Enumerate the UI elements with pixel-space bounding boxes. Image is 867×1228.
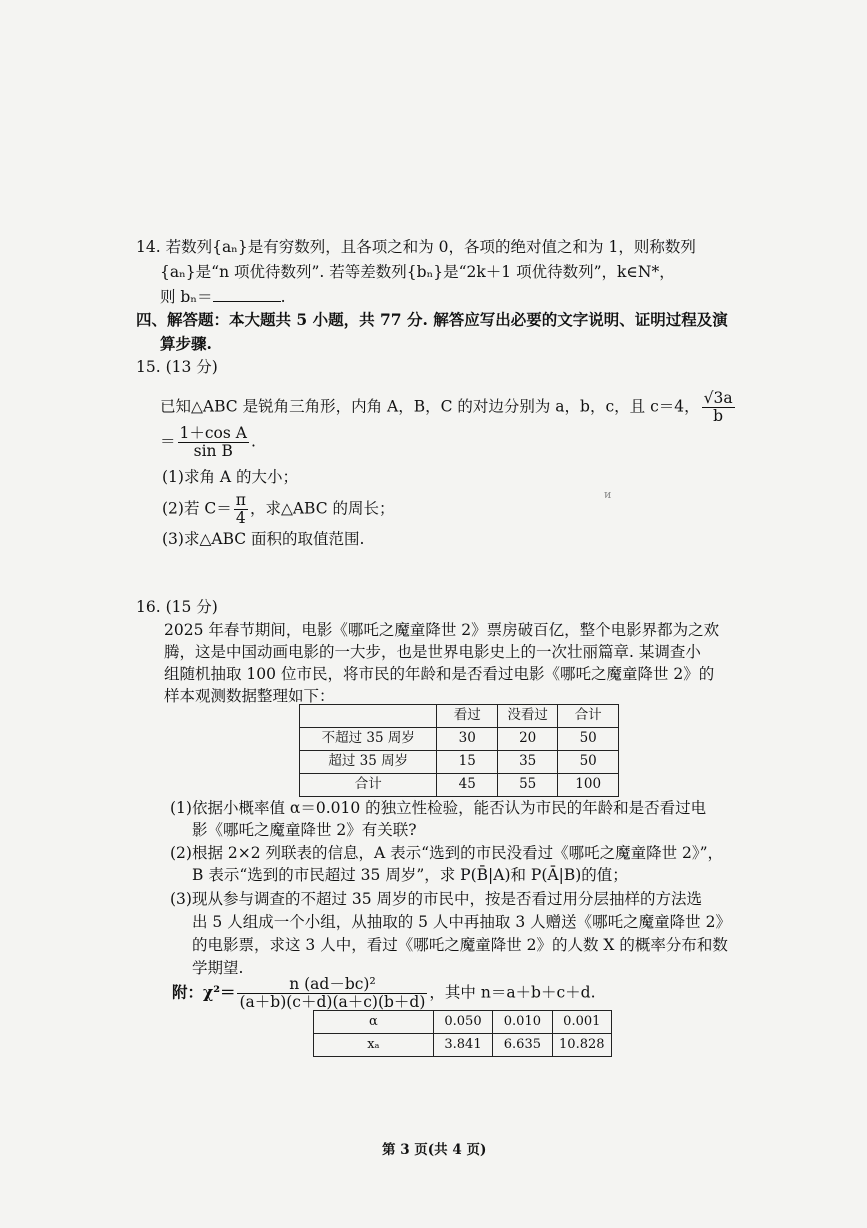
section-4-heading: 四、解答题：本大题共 5 小题，共 77 分. 解答应写出必要的文字说明、证明过程及演 bbox=[136, 310, 728, 329]
q14-line-2: {aₙ}是“n 项优待数列”. 若等差数列{bₙ}是“2k＋1 项优待数列”，k∈N*， bbox=[160, 263, 675, 281]
q15-stem-line-2: ＝ $\frac{\text{1＋cos A}}{\text{sin B}}$ . bbox=[160, 424, 256, 461]
q16-part-3-line-3: 的电影票，求这 3 人中，看过《哪吒之魔童降世 2》的人数 X 的概率分布和数 bbox=[192, 936, 728, 954]
q16-stem-line-1: 2025 年春节期间，电影《哪吒之魔童降世 2》票房破百亿，整个电影界都为之欢 bbox=[164, 621, 720, 639]
header-total: 合计 bbox=[558, 705, 619, 728]
q16-stem-line-4: 样本观测数据整理如下： bbox=[164, 687, 335, 705]
header-not-watched: 没看过 bbox=[497, 705, 557, 728]
q16-header: 16. (15 分) bbox=[136, 598, 218, 616]
q16-part-2-line-2: B 表示“选到的市民超过 35 周岁”，求 P(B̄|A)和 P(Ā|B)的值； bbox=[192, 866, 628, 884]
answer-blank[interactable] bbox=[213, 287, 281, 302]
fraction-sqrt3a-over-b: $\frac{√3a}{b}$ bbox=[703, 389, 733, 426]
appendix-formula: 附：χ²＝ $\frac{\text{n (ad－bc)²}}{(a+b)(c+d)(a+c)(b+d)}$ ，其中 n＝a＋b＋c＋d. bbox=[172, 975, 596, 1012]
q16-part-3-line-4: 学期望. bbox=[192, 959, 244, 977]
fraction-pi-over-4: $\frac{\pi}{4}$ bbox=[235, 491, 246, 528]
table-row: 超过 35 周岁 15 35 50 bbox=[300, 751, 619, 774]
q15-part-1: (1)求角 A 的大小； bbox=[162, 468, 299, 486]
page-footer: 第 3 页(共 4 页) bbox=[382, 1142, 487, 1158]
table-row: 合计 45 55 100 bbox=[300, 774, 619, 797]
header-watched: 看过 bbox=[437, 705, 497, 728]
q16-part-2-line-1: (2)根据 2×2 列联表的信息，A 表示“选到的市民没看过《哪吒之魔童降世 2》”， bbox=[170, 844, 724, 862]
q15-stem-line-1: 已知△ABC 是锐角三角形，内角 A，B，C 的对边分别为 a，b，c，且 c＝4， $\frac{√3a}{b}$ bbox=[160, 389, 733, 426]
table-row: α 0.050 0.010 0.001 bbox=[314, 1011, 612, 1034]
table-header-row bbox=[300, 705, 619, 728]
q15-part-3: (3)求△ABC 面积的取值范围. bbox=[162, 530, 365, 548]
q14-line-1: 14. 若数列{aₙ}是有穷数列，且各项之和为 0，各项的绝对值之和为 1，则称数列 bbox=[136, 238, 696, 256]
chi-square-fraction: $\frac{\text{n (ad－bc)²}}{(a+b)(c+d)(a+c)(b+d)}$ bbox=[239, 975, 426, 1012]
critical-value-table bbox=[313, 1010, 612, 1057]
q14-line-3: 则 bₙ＝ . bbox=[160, 288, 286, 306]
q16-stem-line-2: 腾，这是中国动画电影的一大步，也是世界电影史上的一次壮丽篇章. 某调查小 bbox=[164, 643, 701, 661]
q16-part-3-line-1: (3)现从参与调查的不超过 35 周岁的市民中，按是否看过用分层抽样的方法选 bbox=[170, 890, 703, 908]
table-row: 不超过 35 周岁 30 20 50 bbox=[300, 728, 619, 751]
q15-part-2: (2)若 C＝ $\frac{\pi}{4}$ ，求△ABC 的周长； bbox=[162, 491, 395, 528]
q15-header: 15. (13 分) bbox=[136, 358, 218, 376]
stray-mark: ᴎ bbox=[604, 488, 612, 501]
table-row: xₐ 3.841 6.635 10.828 bbox=[314, 1034, 612, 1057]
fraction-cosA-over-sinB: $\frac{\text{1＋cos A}}{\text{sin B}}$ bbox=[179, 424, 247, 461]
q16-part-1-line-1: (1)依据小概率值 α＝0.010 的独立性检验，能否认为市民的年龄和是否看过电 bbox=[170, 799, 707, 817]
q16-part-1-line-2: 影《哪吒之魔童降世 2》有关联? bbox=[192, 821, 417, 839]
section-4-heading-cont: 算步骤. bbox=[160, 334, 212, 353]
q14-answer-prefix: 则 bₙ＝ bbox=[160, 288, 213, 306]
q16-stem-line-3: 组随机抽取 100 位市民，将市民的年龄和是否看过电影《哪吒之魔童降世 2》的 bbox=[164, 665, 715, 683]
contingency-table bbox=[299, 704, 619, 797]
q16-part-3-line-2: 出 5 人组成一个小组，从抽取的 5 人中再抽取 3 人赠送《哪吒之魔童降世 2》 bbox=[192, 913, 731, 931]
